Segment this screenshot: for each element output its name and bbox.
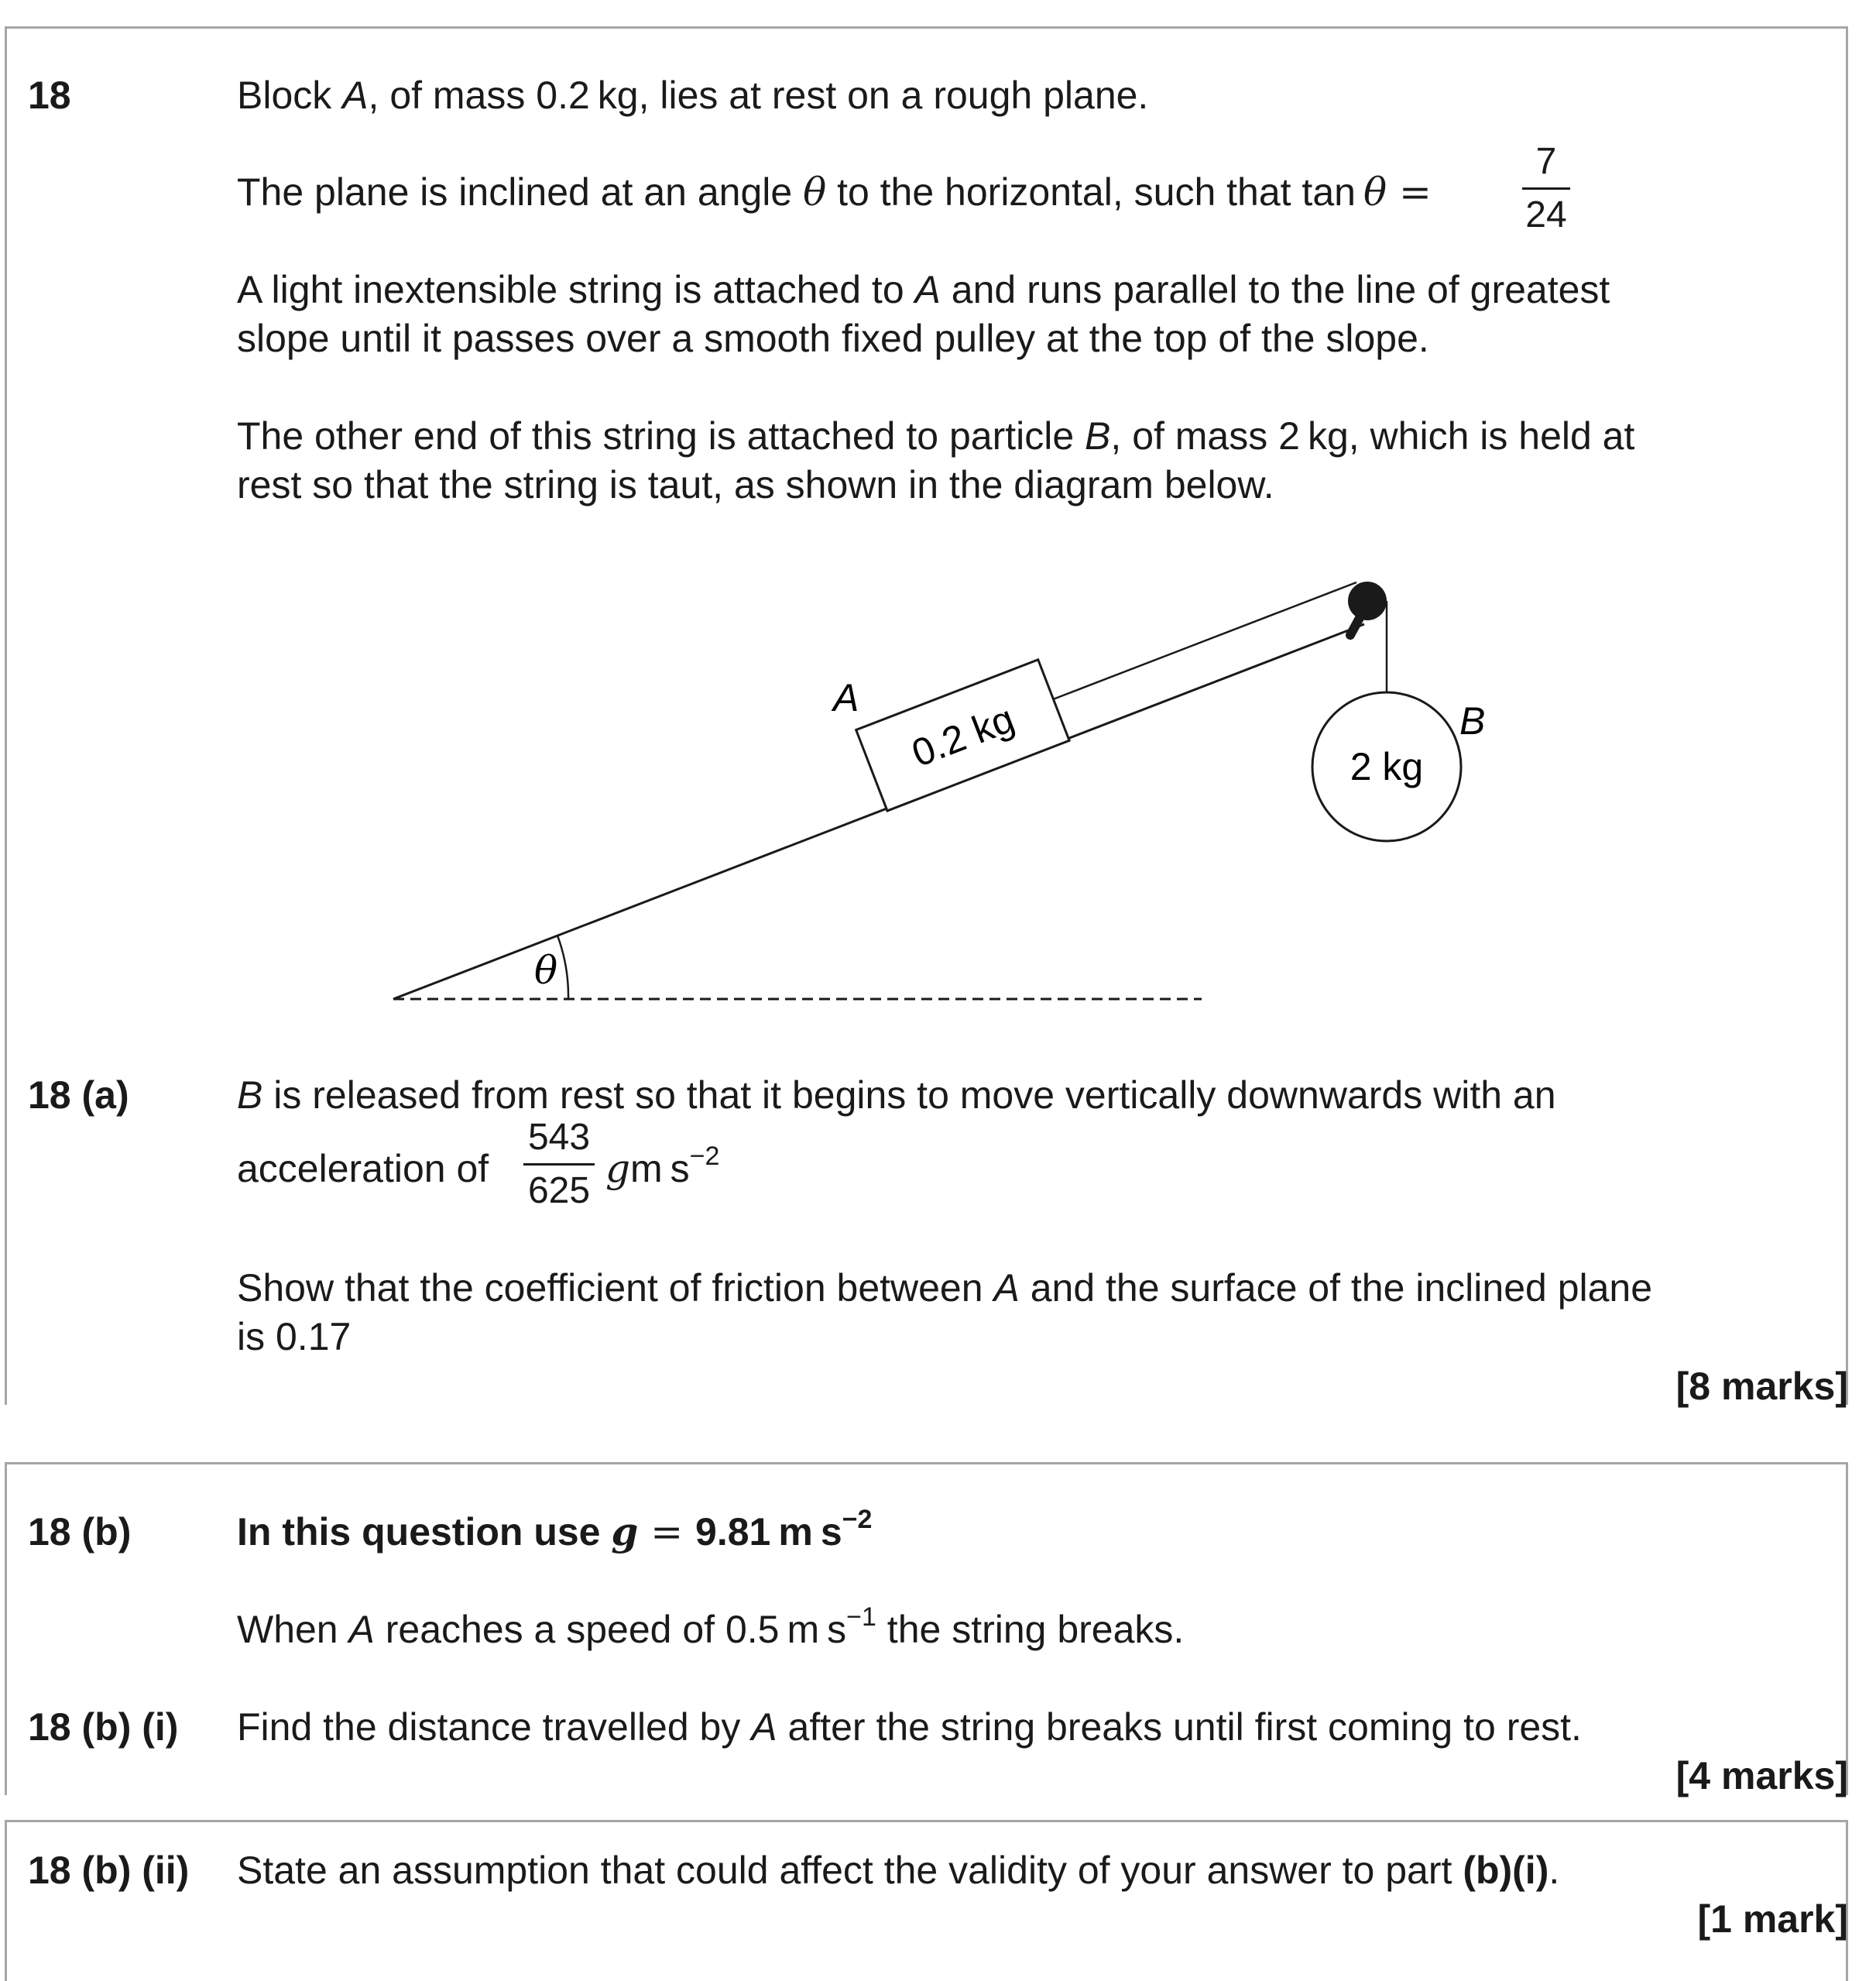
part-b-ii-label: 18 (b) (ii) [28,1849,190,1892]
acceleration-denominator: 625 [527,1170,591,1211]
block-a [856,660,1069,811]
question-number: 18 [28,74,71,117]
tan-numerator: 7 [1535,141,1557,182]
intro-para3-line2: slope until it passes over a smooth fixed pulley at the top of the slope. [237,317,1429,360]
part-a-label: 18 (a) [28,1073,129,1117]
part-b-i-text: Find the distance travelled by A after the string breaks until first coming to rest. [237,1705,1582,1749]
acceleration-numerator: 543 [527,1117,591,1158]
tan-denominator: 24 [1525,194,1567,235]
question-18b-ii-box [5,1820,1848,1981]
part-b-ii-marks: [1 mark] [1697,1897,1848,1941]
part-a-line-4: is 0.17 [237,1315,352,1358]
block-mass-label: 0.2 kg [906,696,1020,775]
intro-line-1: Block A, of mass 0.2 kg, lies at rest on a rough plane. [237,74,1149,117]
part-a-line-1: B is released from rest so that it begins to move vertically downwards with an [237,1073,1556,1117]
angle-arc [557,936,568,999]
part-a-line-2: acceleration of [237,1147,489,1190]
string-slope-segment [1053,582,1356,699]
acceleration-fraction [523,1115,595,1214]
intro-para3-line1: A light inextensible string is attached to A and runs parallel to the line of greatest [237,268,1610,311]
angle-theta-label: θ [534,948,558,993]
pulley [1348,582,1387,620]
inclined-plane-line [393,624,1364,999]
part-b-line-1: In this question use g = 9.81 m $s^{-2}$ [237,1505,873,1554]
part-b-i-label: 18 (b) (i) [28,1705,179,1749]
block-label-a: A [833,676,859,719]
intro-para4-line1: The other end of this string is attached to particle B, of mass 2 kg, which is held at [237,414,1635,458]
part-a-line-3: Show that the coefficient of friction between A and the surface of the inclined plane [237,1266,1653,1310]
intro-para4-line2: rest so that the string is taut, as shown in the diagram below. [237,463,1274,506]
particle-mass-label: 2 kg [1350,745,1424,788]
part-b-i-marks: [4 marks] [1675,1754,1848,1797]
part-b-label: 18 (b) [28,1510,132,1554]
part-b-line-2: When A reaches a speed of 0.5 m $s^{-1}$ the string breaks. [237,1602,1185,1651]
intro-line-2: The plane is inclined at an angle θ to the horizontal, such that tan θ = [237,170,1432,215]
part-b-ii-text: State an assumption that could affect the validity of your answer to part (b)(i). [237,1849,1560,1892]
acceleration-units: gm $s^{-2}$ [605,1142,720,1191]
particle-label-b: B [1459,699,1486,743]
part-a-marks: [8 marks] [1675,1365,1848,1408]
